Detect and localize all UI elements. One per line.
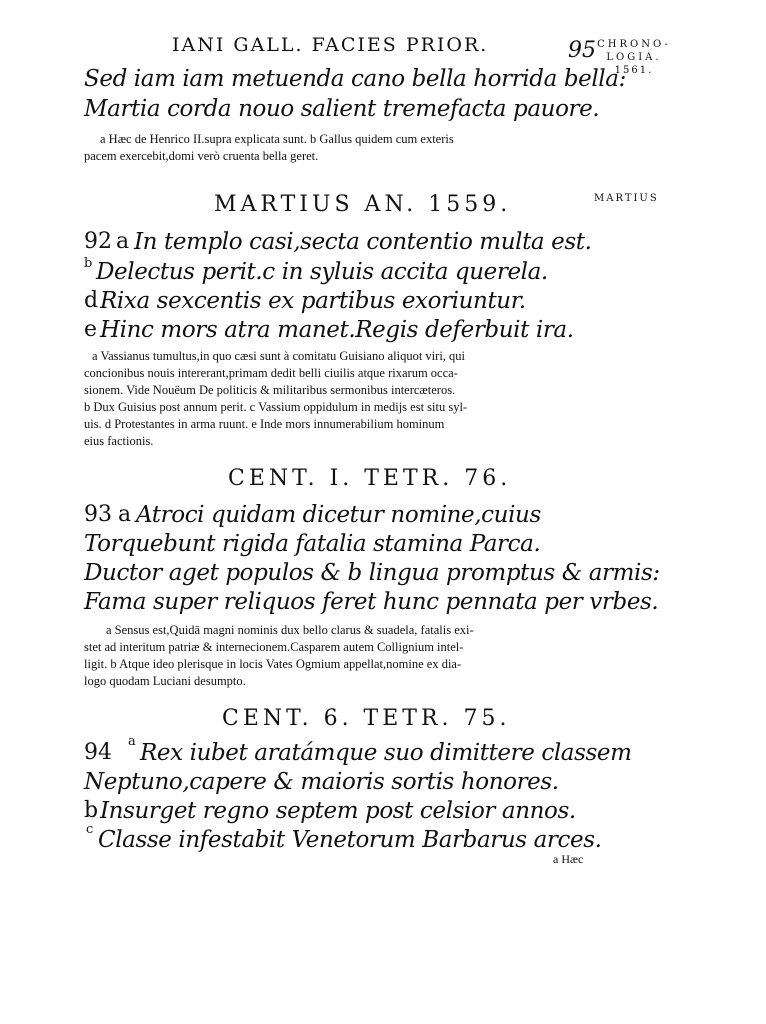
footnote-line: pacem exercebit,domi verò cruenta bella geret. xyxy=(84,149,319,163)
verse-line: Classe infestabit Venetorum Barbarus arces. xyxy=(98,827,602,853)
marker-letter: a xyxy=(116,229,130,254)
verse-line: Rex iubet aratámque suo dimittere classem xyxy=(140,740,632,766)
footnote-line: b Dux Guisius post annum perit. c Vassium oppidulum in medijs est situ syl- xyxy=(84,400,468,414)
verse-line: Hinc mors atra manet.Regis deferbuit ira. xyxy=(100,317,574,343)
verse-marker: e xyxy=(84,317,98,342)
verse-number: 92 xyxy=(84,229,112,254)
verse-line: Delectus perit.c in syluis accita querela. xyxy=(96,259,548,285)
verse-marker: b xyxy=(84,798,99,823)
side-note-month: MARTIUS xyxy=(594,193,659,204)
verse-marker: a xyxy=(128,734,136,749)
verse-number: 93 xyxy=(84,502,112,527)
verse-marker: c xyxy=(86,822,94,837)
verse-number: 94 xyxy=(84,740,112,765)
verse-line: Insurget regno septem post celsior annos. xyxy=(100,798,576,824)
footnote-line: a Sensus est,Quidā magni nominis dux bello clarus & suadela, fatalis exi- xyxy=(106,623,474,637)
running-head: IANI GALL. FACIES PRIOR. xyxy=(172,34,489,56)
verse-line: Neptuno,capere & maioris sortis honores. xyxy=(84,769,559,795)
section-heading: CENT. 6. TETR. 75. xyxy=(222,706,511,731)
verse-marker: a xyxy=(118,502,132,527)
footnote-line: a Vassianus tumultus,in quo cæsi sunt à comitatu Guisiano aliquot viri, qui xyxy=(92,349,466,363)
section-heading: MARTIUS AN. 1559. xyxy=(214,192,512,217)
footnote-line: sionem. Vide Nouëum De politicis & militaribus sermonibus intercæteros. xyxy=(84,383,456,397)
footnote-line: stet ad interitum patriæ & internecionem.Casparem autem Collignium intel- xyxy=(84,640,464,654)
verse-line: Ductor aget populos & b lingua promptus & armis: xyxy=(84,560,660,586)
verse-marker: d xyxy=(84,288,99,313)
side-note-label: CHRONO-LOGIA. xyxy=(597,39,671,63)
footnote-line: eius factionis. xyxy=(84,434,154,448)
verse-marker: b xyxy=(84,256,93,271)
verse-line: Sed iam iam metuenda cano bella horrida bella: xyxy=(84,66,626,92)
side-note-year: 1561. xyxy=(614,65,654,76)
footnote-line: logo quodam Luciani desumpto. xyxy=(84,674,246,688)
verse-line: Torquebunt rigida fatalia stamina Parca. xyxy=(84,531,541,557)
footnote-line: a Hæc de Henrico II.supra explicata sunt. b Gallus quidem cum exteris xyxy=(100,132,454,146)
verse-line: In templo casi,secta contentio multa est. xyxy=(134,229,592,255)
section-heading: CENT. I. TETR. 76. xyxy=(228,466,512,491)
verse-line: Martia corda nouo salient tremefacta pauore. xyxy=(84,96,600,122)
footnote-line: ligit. b Atque ideo plerisque in locis Vates Ogmium appellat,nomine ex dia- xyxy=(84,657,462,671)
verse-line: Atroci quidam dicetur nomine,cuius xyxy=(136,502,541,528)
footnote-line: concionibus nouis intererant,primam dedit belli ciuilis atque rixarum occa- xyxy=(84,366,458,380)
page-number: 95 xyxy=(568,38,596,63)
footnote-line: uis. d Protestantes in arma ruunt. e Inde mors innumerabilium hominum xyxy=(84,417,445,431)
catchword: a Hæc xyxy=(553,852,584,866)
verse-marker xyxy=(116,229,129,254)
verse-line: Fama super reliquos feret hunc pennata per vrbes. xyxy=(84,589,659,615)
verse-line: Rixa sexcentis ex partibus exoriuntur. xyxy=(100,288,526,314)
